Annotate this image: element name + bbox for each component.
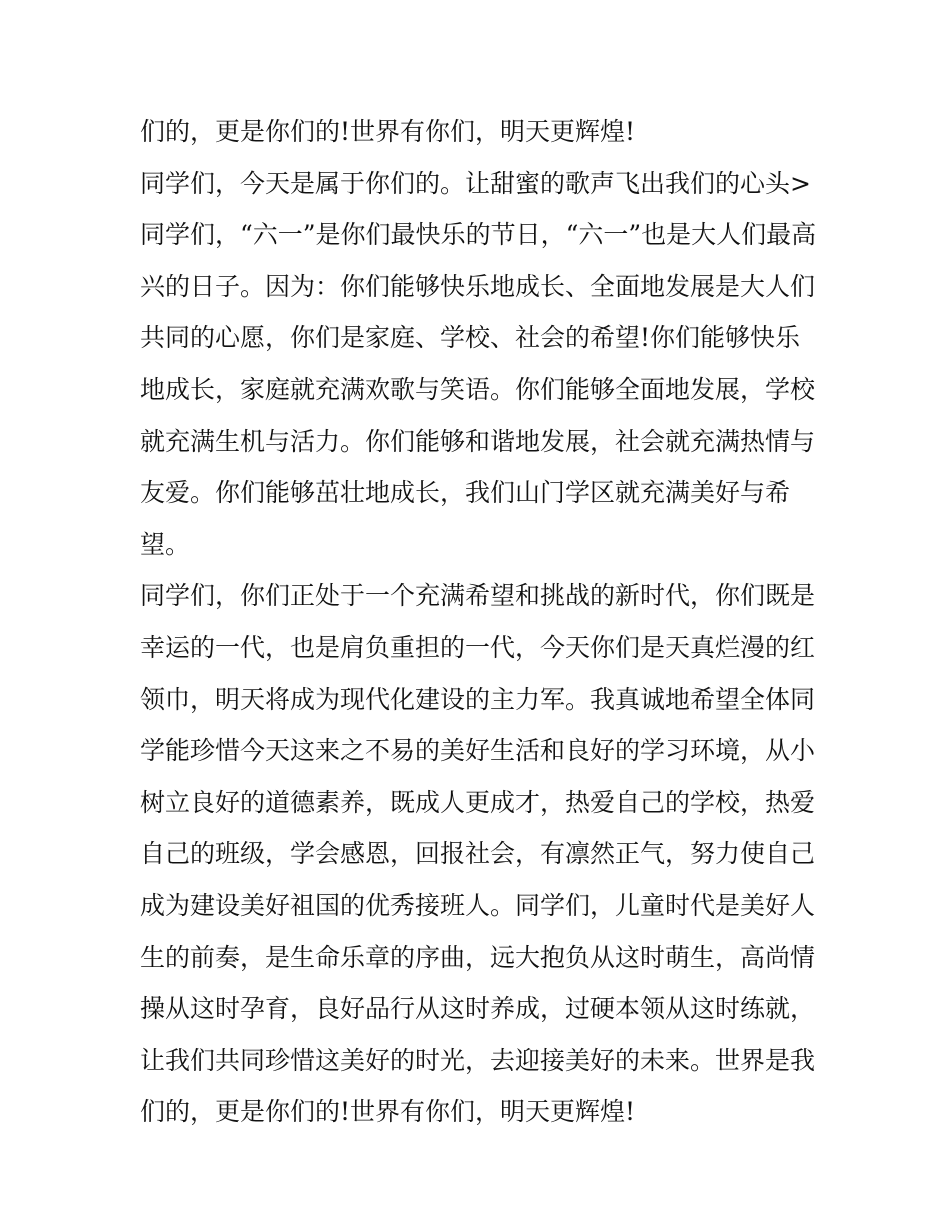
text-line: 学能珍惜今天这来之不易的美好生活和良好的学习环境，从小 bbox=[140, 736, 816, 766]
text-line: 成为建设美好祖国的优秀接班人。同学们，儿童时代是美好人 bbox=[140, 890, 816, 920]
text-line: 自己的班级，学会感恩，回报社会，有凛然正气，努力使自己 bbox=[140, 839, 816, 869]
text-line: 地成长，家庭就充满欢歌与笑语。你们能够全面地发展，学校 bbox=[140, 374, 816, 404]
text-line: 树立良好的道德素养，既成人更成才，热爱自己的学校，热爱 bbox=[140, 787, 816, 817]
text-line: 同学们，“六一”是你们最快乐的节日，“六一”也是大人们最高 bbox=[140, 220, 817, 250]
text-line: 生的前奏，是生命乐章的序曲，远大抱负从这时萌生，高尚情 bbox=[140, 942, 816, 972]
text-line: 友爱。你们能够茁壮地成长，我们山门学区就充满美好与希 bbox=[140, 478, 791, 508]
text-line: 让我们共同珍惜这美好的时光，去迎接美好的未来。世界是我 bbox=[140, 1045, 816, 1075]
text-line: 共同的心愿，你们是家庭、学校、社会的希望!你们能够快乐 bbox=[140, 323, 801, 353]
text-line: 们的，更是你们的!世界有你们，明天更辉煌! bbox=[140, 117, 636, 146]
text-line: 领巾，明天将成为现代化建设的主力军。我真诚地希望全体同 bbox=[140, 684, 816, 714]
text-line: 们的，更是你们的!世界有你们，明天更辉煌! bbox=[140, 1097, 636, 1127]
text-line: 望。 bbox=[140, 529, 191, 559]
text-line: 就充满生机与活力。你们能够和谐地发展，社会就充满热情与 bbox=[140, 426, 816, 456]
text-line: 兴的日子。因为：你们能够快乐地成长、全面地发展是大人们 bbox=[140, 271, 816, 301]
text-line: 同学们，今天是属于你们的。让甜蜜的歌声飞出我们的心头> bbox=[140, 168, 811, 198]
document-body bbox=[140, 106, 820, 1138]
text-line: 幸运的一代，也是肩负重担的一代，今天你们是天真烂漫的红 bbox=[140, 632, 816, 662]
text-line: 操从这时孕育，良好品行从这时养成，过硬本领从这时练就， bbox=[140, 994, 816, 1024]
text-line: 同学们，你们正处于一个充满希望和挑战的新时代，你们既是 bbox=[140, 581, 816, 611]
